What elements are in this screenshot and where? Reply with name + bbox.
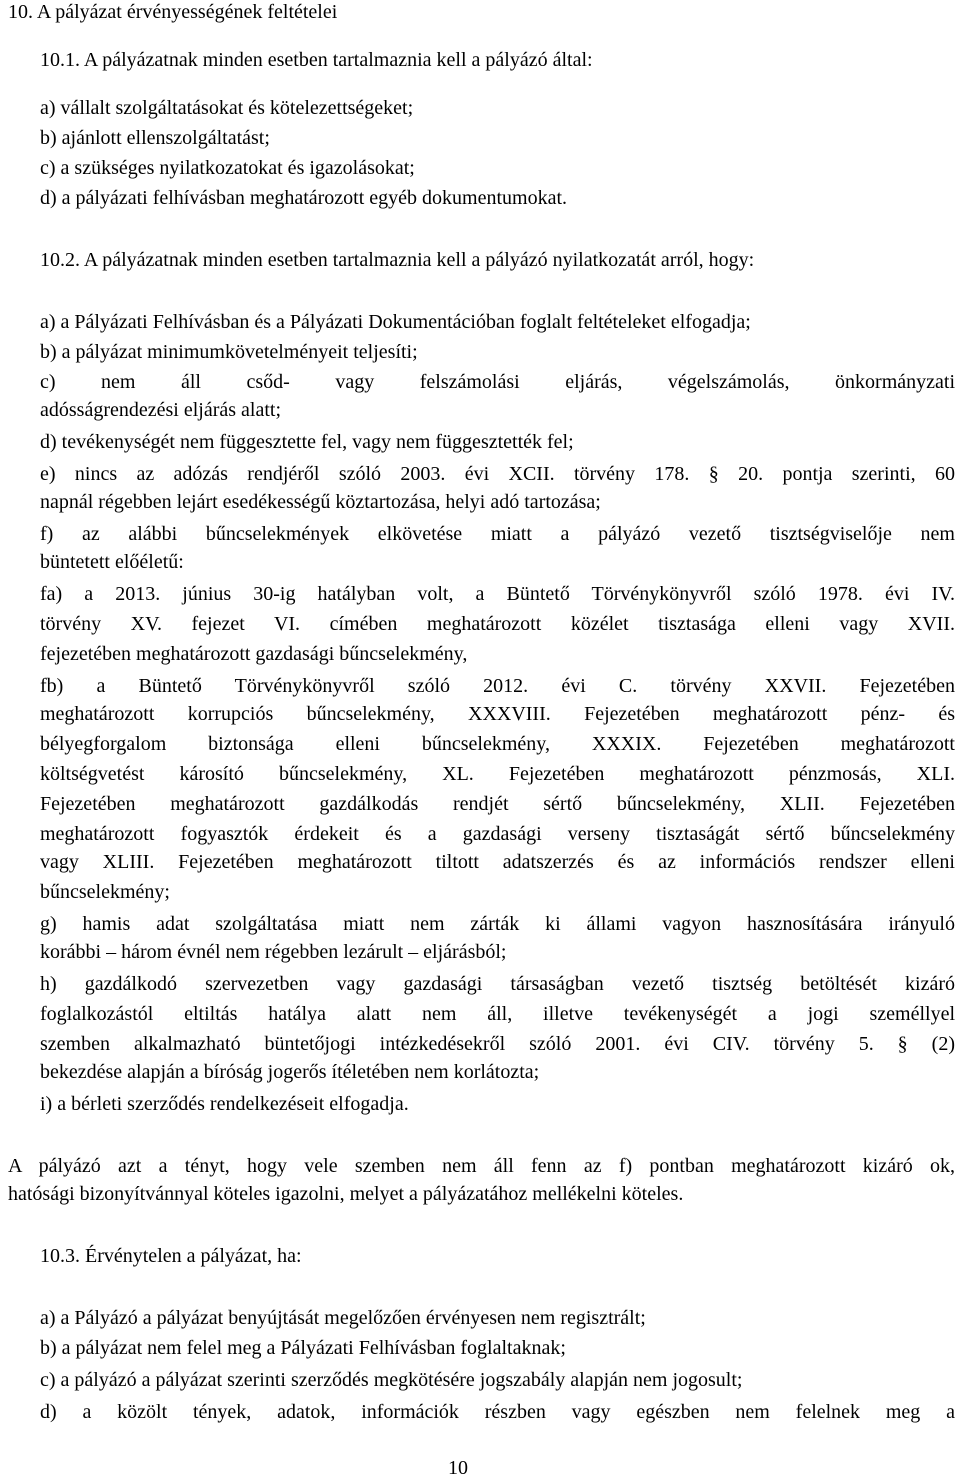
list-item-continuation: korábbi – három évnél nem régebben lezárult – eljárásból; [40,941,507,963]
list-item-continuation: napnál régebben lejárt esedékességű köztartozása, helyi adó tartozása; [40,491,601,513]
paragraph-line: A pályázó azt a tényt, hogy vele szemben nem áll fenn az f) pontban meghatározott kizáró ok, [8,1155,955,1177]
list-item-continuation: fejezetében meghatározott gazdasági bűncselekmény, [40,643,468,665]
section-10-1-title: 10.1. A pályázatnak minden esetben tartalmaznia kell a pályázó által: [40,49,593,71]
list-item-continuation: büntetett előéletű: [40,551,184,573]
list-item: f) az alábbi bűncselekmények elkövetése miatt a pályázó vezető tisztségviselője nem [40,523,955,545]
list-item: g) hamis adat szolgáltatása miatt nem zárták ki állami vagyon hasznosítására irányuló [40,913,955,935]
list-item: c) nem áll csőd- vagy felszámolási eljárás, végelszámolás, önkormányzati [40,371,955,393]
list-item-continuation: adósságrendezési eljárás alatt; [40,399,281,421]
list-item-continuation: foglalkozástól eltiltás hatálya alatt nem áll, illetve tevékenységét a jogi személlyel [40,1003,955,1025]
list-item: b) a pályázat minimumkövetelményeit teljesíti; [40,341,418,363]
list-item-continuation: bélyegforgalom biztonsága elleni bűncselekmény, XXXIX. Fejezetében meghatározott [40,733,955,755]
list-item: b) a pályázat nem felel meg a Pályázati Felhívásban foglaltaknak; [40,1337,566,1359]
list-item: fa) a 2013. június 30-ig hatályban volt, a Büntető Törvénykönyvről szóló 1978. évi IV. [40,583,955,605]
list-item: d) a közölt tények, adatok, információk részben vagy egészben nem felelnek meg a [40,1401,955,1423]
list-item: i) a bérleti szerződés rendelkezéseit elfogadja. [40,1093,409,1115]
list-item-continuation: vagy XLIII. Fejezetében meghatározott tiltott adatszerzés és az információs rendszer elleni [40,851,955,873]
list-item-continuation: meghatározott korrupciós bűncselekmény, XXXVIII. Fejezetében meghatározott pénz- és [40,703,955,725]
list-item: fb) a Büntető Törvénykönyvről szóló 2012. évi C. törvény XXVII. Fejezetében [40,675,955,697]
section-heading: 10. A pályázat érvényességének feltételei [8,1,338,23]
list-item-continuation: Fejezetében meghatározott gazdálkodás rendjét sértő bűncselekmény, XLII. Fejezetében [40,793,955,815]
list-item-continuation: szemben alkalmazható büntetőjogi intézkedésekről szóló 2001. évi CIV. törvény 5. § (2) [40,1033,955,1055]
list-item-continuation: bekezdése alapján a bíróság jogerős ítéletében nem korlátozta; [40,1061,540,1083]
list-item-continuation: bűncselekmény; [40,881,170,903]
list-item: d) a pályázati felhívásban meghatározott egyéb dokumentumokat. [40,187,568,209]
list-item: a) a Pályázati Felhívásban és a Pályázati Dokumentációban foglalt feltételeket elfogadja; [40,311,751,333]
list-item-continuation: költségvetést károsító bűncselekmény, XL. Fejezetében meghatározott pénzmosás, XLI. [40,763,955,785]
list-item: b) ajánlott ellenszolgáltatást; [40,127,270,149]
page-number: 10 [448,1457,468,1479]
list-item: a) a Pályázó a pályázat benyújtását megelőzően érvényesen nem regisztrált; [40,1307,646,1329]
section-10-3-title: 10.3. Érvénytelen a pályázat, ha: [40,1245,302,1267]
list-item: h) gazdálkodó szervezetben vagy gazdasági társaságban vezető tisztség betöltését kizáró [40,973,955,995]
list-item: c) a pályázó a pályázat szerinti szerződés megkötésére jogszabály alapján nem jogosult; [40,1369,743,1391]
list-item: d) tevékenységét nem függesztette fel, vagy nem függesztették fel; [40,431,574,453]
list-item: e) nincs az adózás rendjéről szóló 2003. évi XCII. törvény 178. § 20. pontja szerinti, 60 [40,463,955,485]
paragraph-line: hatósági bizonyítvánnyal köteles igazolni, melyet a pályázatához mellékelni köteles. [8,1183,684,1205]
list-item-continuation: törvény XV. fejezet VI. címében meghatározott közélet tisztasága elleni vagy XVII. [40,613,955,635]
section-10-2-title: 10.2. A pályázatnak minden esetben tartalmaznia kell a pályázó nyilatkozatát arról, hogy: [40,249,755,271]
list-item-continuation: meghatározott fogyasztók érdekeit és a gazdasági verseny tisztaságát sértő bűncselekmény [40,823,955,845]
list-item: c) a szükséges nyilatkozatokat és igazolásokat; [40,157,415,179]
list-item: a) vállalt szolgáltatásokat és kötelezettségeket; [40,97,414,119]
